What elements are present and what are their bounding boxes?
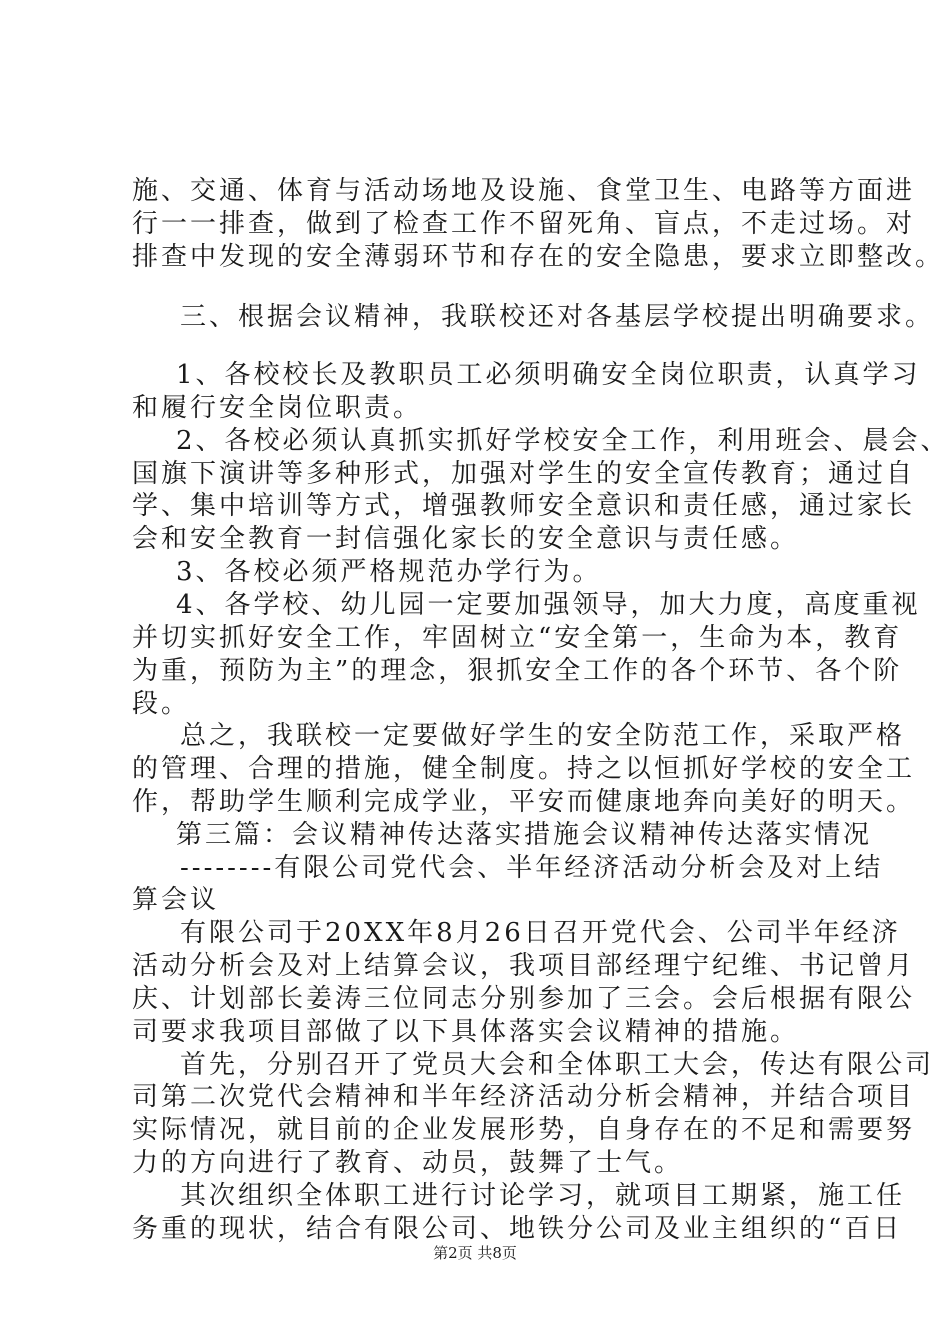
text-line: 3、各校必须严格规范办学行为。 xyxy=(176,557,602,587)
text-line: 的管理、合理的措施，健全制度。持之以恒抓好学校的安全工 xyxy=(132,754,916,784)
text-line: 其次组织全体职工进行讨论学习，就项目工期紧，施工任 xyxy=(180,1181,906,1211)
text-line: 行一一排查，做到了检查工作不留死角、盲点，不走过场。对 xyxy=(132,209,916,239)
text-line: 作，帮助学生顺利完成学业，平安而健康地奔向美好的明天。 xyxy=(132,787,916,817)
text-line: 庆、计划部长姜涛三位同志分别参加了三会。会后根据有限公 xyxy=(132,984,916,1014)
text-line: 司要求我项目部做了以下具体落实会议精神的措施。 xyxy=(132,1017,800,1047)
text-line: 施、交通、体育与活动场地及设施、食堂卫生、电路等方面进 xyxy=(132,176,916,206)
text-line: 国旗下演讲等多种形式，加强对学生的安全宣传教育；通过自 xyxy=(132,459,916,489)
text-line: 实际情况，就目前的企业发展形势，自身存在的不足和需要努 xyxy=(132,1115,916,1145)
chapter-title: 第三篇：会议精神传达落实措施会议精神传达落实情况 xyxy=(176,820,873,850)
section-heading: 三、根据会议精神，我联校还对各基层学校提出明确要求。 xyxy=(180,302,935,332)
text-line: 2、各校必须认真抓实抓好学校安全工作，利用班会、晨会、 xyxy=(176,426,950,456)
text-line: 有限公司于20XX年8月26日召开党代会、公司半年经济 xyxy=(180,918,901,948)
text-line: 司第二次党代会精神和半年经济活动分析会精神，并结合项目 xyxy=(132,1082,916,1112)
text-line: 排查中发现的安全薄弱环节和存在的安全隐患，要求立即整改。 xyxy=(132,242,945,272)
text-line: 活动分析会及对上结算会议，我项目部经理宁纪维、书记曾月 xyxy=(132,951,916,981)
text-line: 务重的现状，结合有限公司、地铁分公司及业主组织的“百日 xyxy=(132,1214,903,1244)
text-line: 1、各校校长及教职员工必须明确安全岗位职责，认真学习 xyxy=(176,360,921,390)
page-number-footer: 第2页 共8页 xyxy=(433,1244,517,1262)
text-line: 会和安全教育一封信强化家长的安全意识与责任感。 xyxy=(132,524,800,554)
text-line: 为重，预防为主”的理念，狠抓安全工作的各个环节、各个阶 xyxy=(132,656,903,686)
text-line: 力的方向进行了教育、动员，鼓舞了士气。 xyxy=(132,1148,684,1178)
text-line: 总之，我联校一定要做好学生的安全防范工作，采取严格 xyxy=(180,721,906,751)
text-line: 和履行安全岗位职责。 xyxy=(132,393,423,423)
text-line: --------有限公司党代会、半年经济活动分析会及对上结 xyxy=(180,853,884,883)
text-line: 算会议 xyxy=(132,885,220,915)
text-line: 并切实抓好安全工作，牢固树立“安全第一，生命为本，教育 xyxy=(132,623,903,653)
text-line: 4、各学校、幼儿园一定要加强领导，加大力度，高度重视 xyxy=(176,590,921,620)
text-line: 段。 xyxy=(132,689,191,719)
text-line: 学、集中培训等方式，增强教师安全意识和责任感，通过家长 xyxy=(132,491,916,521)
text-line: 首先，分别召开了党员大会和全体职工大会，传达有限公司 xyxy=(180,1050,935,1080)
